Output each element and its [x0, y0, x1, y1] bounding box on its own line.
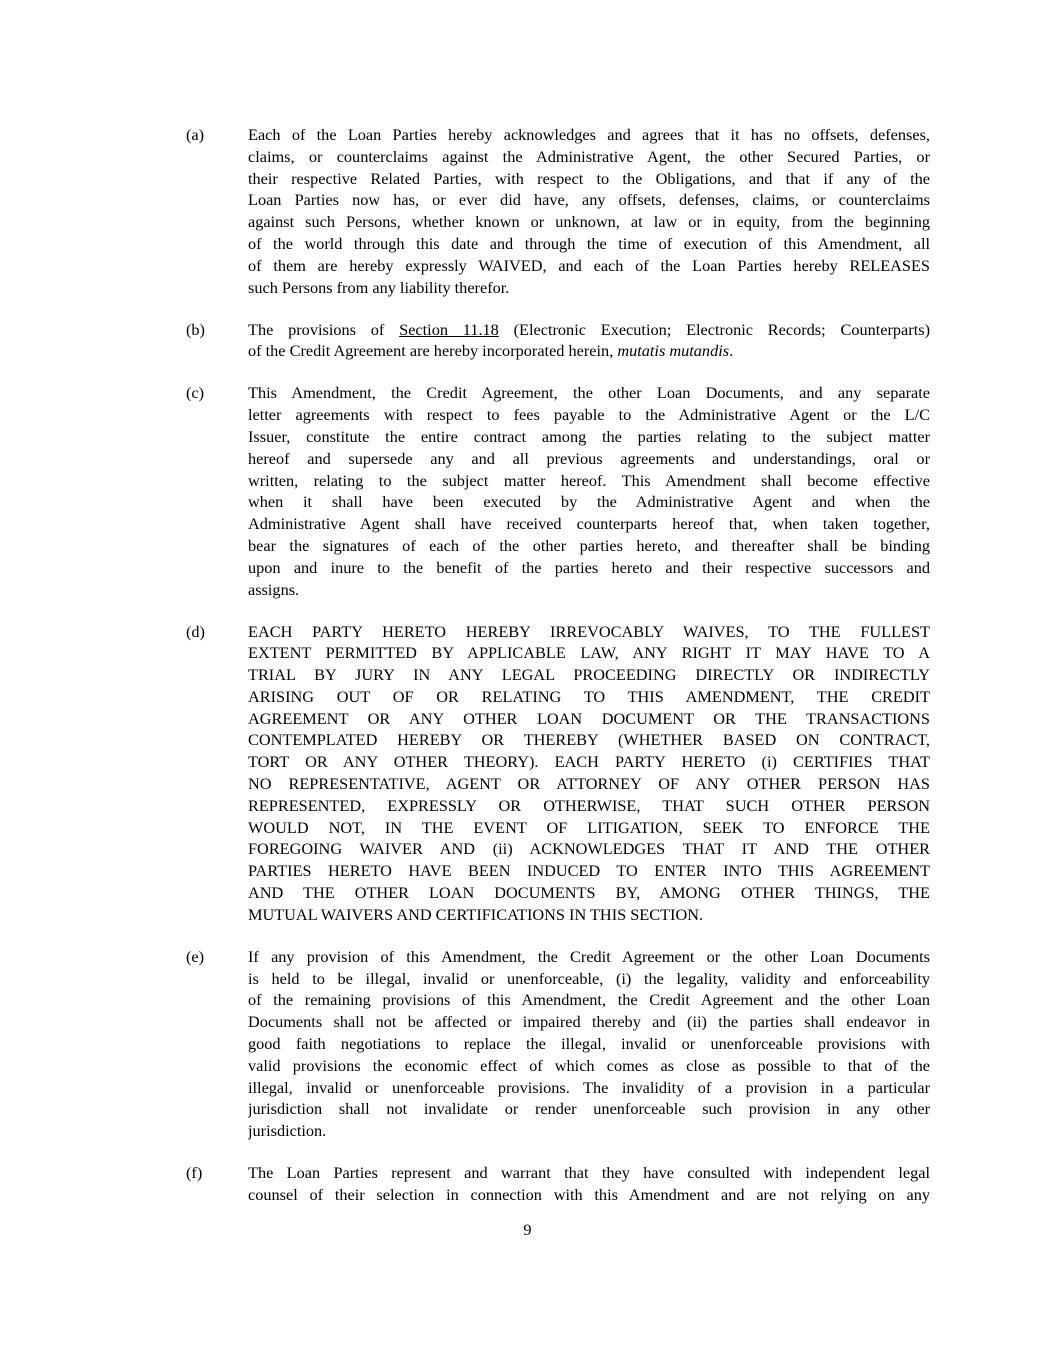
text-line: FOREGOING WAIVER AND (ii) ACKNOWLEDGES THAT IT AND THE OTHER: [248, 839, 930, 859]
text-segment: of the Credit Agreement are hereby incorporated herein,: [248, 341, 618, 361]
text-line: valid provisions the economic effect of which comes as close as possible to that of the: [248, 1055, 930, 1075]
text-line: Issuer, constitute the entire contract among the parties relating to the subject matter: [248, 426, 930, 446]
text-line: EXTENT PERMITTED BY APPLICABLE LAW, ANY RIGHT IT MAY HAVE TO A: [248, 643, 930, 663]
page-number: 9: [523, 1220, 532, 1239]
text-line: The Loan Parties represent and warrant that they have consulted with independent legal: [248, 1163, 930, 1183]
text-line: of them are hereby expressly WAIVED, and each of the Loan Parties hereby RELEASES: [248, 255, 930, 275]
text-line: Each of the Loan Parties hereby acknowledges and agrees that it has no offsets, defenses,: [248, 125, 930, 144]
text-line: good faith negotiations to replace the illegal, invalid or unenforceable provisions with: [248, 1034, 930, 1054]
text-line: jurisdiction shall not invalidate or render unenforceable such provision in any other: [248, 1099, 930, 1119]
section-paragraph: [186, 319, 931, 363]
text-line: NO REPRESENTATIVE, AGENT OR ATTORNEY OF ANY OTHER PERSON HAS: [248, 774, 930, 794]
text-line: counsel of their selection in connection with this Amendment and are not relying on any: [248, 1185, 930, 1204]
text-line: [248, 319, 930, 341]
italic-text: mutatis mutandis: [617, 341, 730, 361]
text-line: is held to be illegal, invalid or unenforceable, (i) the legality, validity and enforceability: [248, 968, 930, 988]
section-paragraph: [186, 946, 931, 1142]
text-line: This Amendment, the Credit Agreement, the other Loan Documents, and any separate: [248, 383, 930, 403]
text-line: [248, 340, 930, 362]
paragraph-text: [248, 382, 930, 600]
text-line: written, relating to the subject matter hereof. This Amendment shall become effective: [248, 470, 930, 490]
text-line: TRIAL BY JURY IN ANY LEGAL PROCEEDING DIRECTLY OR INDIRECTLY: [248, 665, 930, 685]
text-line: Documents shall not be affected or impaired thereby and (ii) the parties shall endeavor in: [248, 1012, 930, 1032]
paragraph-label: (c): [186, 383, 205, 403]
text-line: EACH PARTY HERETO HEREBY IRREVOCABLY WAIVES, TO THE FULLEST: [248, 621, 930, 641]
text-line: assigns.: [248, 579, 300, 599]
text-line: PARTIES HERETO HAVE BEEN INDUCED TO ENTER INTO THIS AGREEMENT: [248, 861, 930, 881]
text-line: claims, or counterclaims against the Administrative Agent, the other Secured Parties, or: [248, 146, 930, 166]
text-line: CONTEMPLATED HEREBY OR THEREBY (WHETHER BASED ON CONTRACT,: [248, 730, 930, 750]
text-line: ARISING OUT OF OR RELATING TO THIS AMENDMENT, THE CREDIT: [248, 686, 930, 706]
text-line: Administrative Agent shall have received counterparts hereof that, when taken together,: [248, 514, 930, 534]
paragraph-label: (b): [186, 319, 205, 339]
section-paragraph: [186, 382, 931, 600]
section-paragraph: [186, 1162, 931, 1206]
text-line: when it shall have been executed by the Administrative Agent and when the: [248, 492, 930, 512]
paragraph-text: [248, 124, 930, 298]
paragraph-text: [248, 946, 930, 1142]
text-line: TORT OR ANY OTHER THEORY). EACH PARTY HERETO (i) CERTIFIES THAT: [248, 752, 930, 772]
text-line: of the world through this date and through the time of execution of this Amendment, all: [248, 233, 930, 253]
paragraph-label: (e): [186, 946, 205, 966]
text-line: AND THE OTHER LOAN DOCUMENTS BY, AMONG OTHER THINGS, THE: [248, 883, 930, 903]
paragraph-text: [248, 1162, 930, 1206]
paragraph-label: (f): [186, 1163, 203, 1183]
text-line: illegal, invalid or unenforceable provisions. The invalidity of a provision in a particular: [248, 1077, 930, 1097]
text-line: If any provision of this Amendment, the Credit Agreement or the other Loan Documents: [248, 946, 930, 966]
paragraph-text: [248, 319, 930, 363]
text-segment: The provisions of: [248, 319, 400, 339]
text-segment: (Electronic Execution; Electronic Records; Counterparts): [498, 319, 930, 339]
section-paragraph: [186, 124, 931, 298]
text-line: of the remaining provisions of this Amendment, the Credit Agreement and the other Loan: [248, 990, 930, 1010]
text-segment: .: [729, 341, 734, 361]
text-line: Loan Parties now has, or ever did have, any offsets, defenses, claims, or counterclaims: [248, 190, 930, 210]
paragraph-label: (a): [186, 125, 205, 144]
text-line: their respective Related Parties, with respect to the Obligations, and that if any of the: [248, 168, 930, 188]
text-line: hereof and supersede any and all previous agreements and understandings, oral or: [248, 448, 930, 468]
document-body: [186, 124, 931, 1226]
text-line: WOULD NOT, IN THE EVENT OF LITIGATION, SEEK TO ENFORCE THE: [248, 817, 930, 837]
text-line: AGREEMENT OR ANY OTHER LOAN DOCUMENT OR THE TRANSACTIONS: [248, 708, 930, 728]
text-line: jurisdiction.: [248, 1121, 327, 1141]
text-line: REPRESENTED, EXPRESSLY OR OTHERWISE, THAT SUCH OTHER PERSON: [248, 795, 930, 815]
text-line: MUTUAL WAIVERS AND CERTIFICATIONS IN THIS SECTION.: [248, 904, 704, 924]
text-line: such Persons from any liability therefor.: [248, 277, 510, 297]
paragraph-text: [248, 621, 930, 926]
text-line: against such Persons, whether known or unknown, at law or in equity, from the beginning: [248, 212, 930, 232]
text-line: letter agreements with respect to fees payable to the Administrative Agent or the L/C: [248, 405, 930, 425]
text-line: upon and inure to the benefit of the parties hereto and their respective successors and: [248, 557, 930, 577]
section-paragraph: [186, 621, 931, 926]
paragraph-label: (d): [186, 621, 205, 641]
text-line: bear the signatures of each of the other parties hereto, and thereafter shall be binding: [248, 535, 930, 555]
section-reference-link: Section 11.18: [399, 319, 499, 339]
